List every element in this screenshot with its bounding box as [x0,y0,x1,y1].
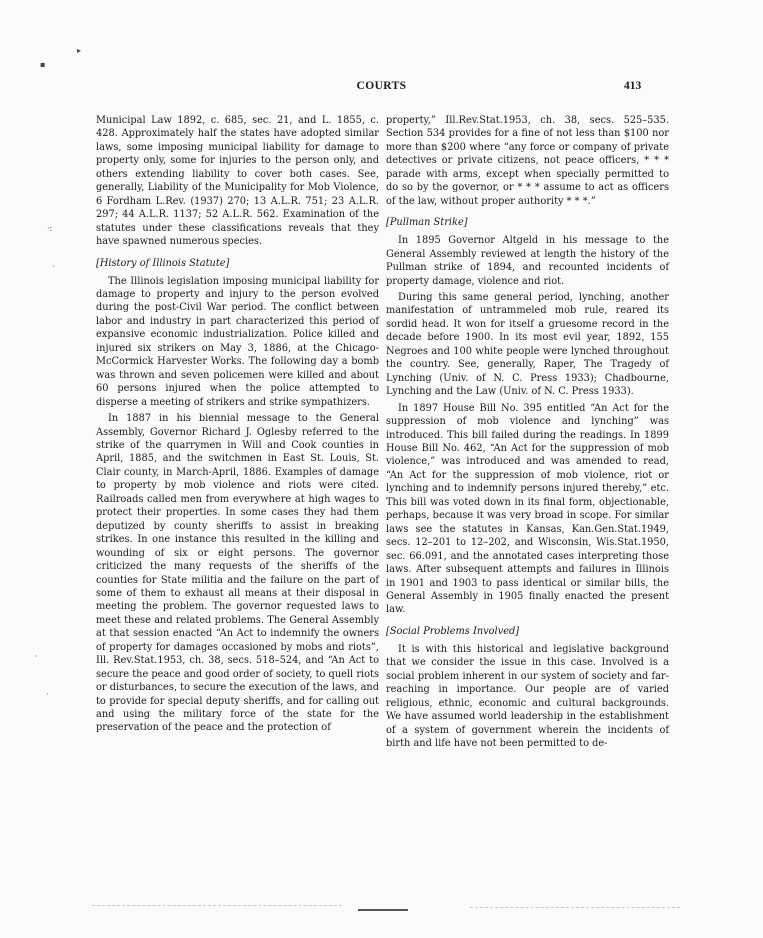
paragraph: During this same general period, lynching, another manifestation of untrammeled mob rule, reared its sordid head. It won for itself a gruesome record in the decade before 1900. In its most evil year, 1892, 155 Negroes and 100 white people were lynched throughout the country. See, generally, Raper, The Tragedy of Lynching (Univ. of N. C. Press 1933); Chadbourne, Lynching and the Law (Univ. of N. C. Press 1933). [386,291,669,398]
bottom-rule [358,909,408,911]
scan-mark: ▪ [40,60,46,69]
running-title: COURTS [356,80,407,92]
section-heading-social: [Social Problems Involved] [386,625,520,637]
section-heading-history: [History of Illinois Statute] [96,257,230,269]
paragraph: The Illinois legislation imposing municipal liability for damage to property and injury to the person evolved during the post-Civil War period. The conflict between labor and industry in part characterized this period of expansive economic industrialization. Police killed and injured six strikers on May 3, 1886, at the Chicago-McCormick Harvester Works. The following day a bomb was thrown and seven policemen were killed and about 60 persons injured when the police attempted to disperse a meeting of strikers and strike sympathizers. [96,275,379,408]
left-column [96,114,379,735]
paragraph: It is with this historical and legislative background that we consider the issue in this case. Involved is a social problem inherent in our system of society and far-reaching in importance. Our people are of varied religious, ethnic, economic and cultural backgrounds. We have assumed world leadership in the establishment of a system of government wherein the incidents of birth and life have not been permitted to de- [386,643,669,750]
paragraph: Municipal Law 1892, c. 685, sec. 21, and L. 1855, c. 428. Approximately half the states have adopted similar laws, some imposing municipal liability for damage to property only, some for injuries to the person only, and others extending liability to cover both cases. See, generally, Liability of the Municipality for Mob Violence, 6 Fordham L.Rev. (1937) 270; 13 A.L.R. 751; 23 A.L.R. 297; 44 A.L.R. 1137; 52 A.L.R. 562. Examination of the statutes under these classifications reveals that they have spawned numerous species. [96,115,379,248]
section-heading-pullman: [Pullman Strike] [386,217,468,229]
bottom-rule [92,905,342,906]
paragraph: In 1887 in his biennial message to the General Assembly, Governor Richard J. Oglesby referred to the strike of the quarrymen in Will and Cook counties in April, 1885, and the switchmen in East St. Louis, St. Clair county, in March-April, 1886. Examples of damage to property by mob violence and riots were cited. Railroads called men from everywhere at high wages to protect their properties. In some cases they had them deputized by county sheriffs to assist in breaking strikes. In one instance this resulted in the killing and wounding of six or eight persons. The governor criticized the many requests of the sheriffs of the counties for State militia and the failure on the part of some of them to exhaust all means at their disposal in meeting the problem. The governor requested laws to meet these and related problems. The General Assembly at that session enacted “An Act to indemnify the owners of property for damages occasioned by mobs and riots”, Ill. Rev.Stat.1953, ch. 38, secs. 518–524, and “An Act to secure the peace and good order of society, to quell riots or disturbances, to secure the execution of the laws, and to provide for special deputy sheriffs, and for calling out and using the military force of the state for the preservation of the peace and the protection of [96,413,379,734]
page-number: 413 [624,80,642,92]
scan-mark: ▸ [77,46,82,55]
paragraph: In 1897 House Bill No. 395 entitled “An Act for the suppression of mob violence and lynching” was introduced. This bill failed during the readings. In 1899 House Bill No. 462, “An Act for the suppression of mob violence,” was introduced and was amended to read, “An Act for the suppression of mob violence, riot or lynching and to indemnify persons injured thereby,” etc. This bill was voted down in its final form, objectionable, perhaps, because it was very broad in scope. For similar laws see the statutes in Kansas, Kan.Gen.Stat.1949, secs. 12–201 to 12–202, and Wisconsin, Wis.Stat.1950, sec. 66.091, and the annotated cases interpreting those laws. After subsequent attempts and failures in Illinois in 1901 and 1903 to pass identical or similar bills, the General Assembly in 1905 finally enacted the present law. [386,402,669,616]
bottom-rule [470,907,680,908]
paragraph: In 1895 Governor Altgeld in his message to the General Assembly reviewed at length the history of the Pullman strike of 1894, and recounted incidents of property damage, violence and riot. [386,235,669,287]
scan-mark: · [46,690,49,699]
scan-mark: · [52,262,55,271]
paragraph: property,” Ill.Rev.Stat.1953, ch. 38, secs. 525–535. Section 534 provides for a fine of not less than $100 nor more than $200 where “any force or company of private detectives or private citizens, not peace officers, * * * parade with arms, except when specially permitted to do so by the governor, or * * * assume to act as officers of the law, without proper authority * * *.” [386,115,669,207]
running-head [0,80,763,94]
scan-mark: · [35,652,38,661]
scan-mark: ·: [47,224,53,233]
right-column [386,114,669,750]
